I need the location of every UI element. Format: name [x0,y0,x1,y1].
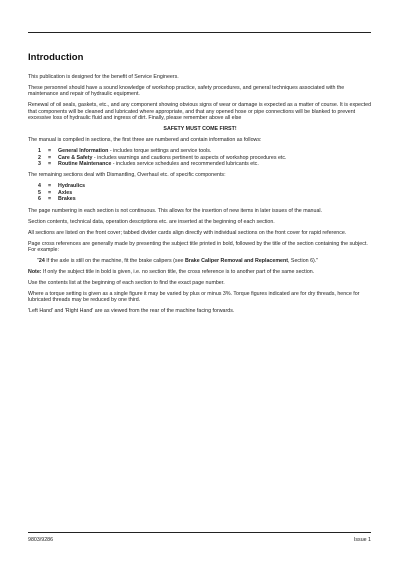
section-number: 2 [38,154,41,161]
section-number: 3 [38,161,41,168]
example-step-number: 24 [38,258,45,265]
top-rule [28,32,371,33]
safety-notice: SAFETY MUST COME FIRST! [163,126,237,133]
equals-sign: = [48,148,52,155]
section-number: 1 [38,148,41,155]
intro-paragraph-9: Page cross references are generally made by presenting the subject title printed in bold, followed by the title of the section containing the subject. For example: [28,240,368,254]
section-title: Brakes [58,196,76,203]
intro-paragraph-1: This publication is designed for the benefit of Service Engineers. [28,74,179,80]
example-bold-title: Brake Caliper Removal and Replacement [184,258,288,265]
page-title: Introduction [28,52,84,63]
section-number: 4 [38,183,41,190]
section-description: - includes torque settings and service tools. [108,148,212,155]
bottom-rule [28,532,371,533]
equals-sign: = [48,196,52,203]
intro-paragraph-4: The manual is compiled in sections, the first three are numbered and contain information as follows: [28,137,262,144]
section-list-first [38,148,372,167]
body-text [28,74,372,319]
note-text: If only the subject title in bold is given, i.e. no section title, the cross reference is to another part of the same section. [41,269,315,276]
equals-sign: = [48,189,52,196]
note-paragraph [28,269,372,275]
intro-paragraph-12: 'Left Hand' and 'Right Hand' are as viewed from the rear of the machine facing forwards. [28,308,235,315]
intro-paragraph-10: Use the contents list at the beginning of each section to find the exact page number. [28,280,225,287]
equals-sign: = [48,183,52,190]
intro-paragraph-7: Section contents, technical data, operation descriptions etc. are inserted at the beginning of each section. [28,218,275,225]
intro-paragraph-11: Where a torque setting is given as a single figure it may be varied by plus or minus 3%. Torque figures indicated are for dry threads, hence for lubricated threads may be reduced by one third. [28,291,360,304]
document-number: 9803/9286 [28,537,54,543]
example-tail: , Section 6)." [287,258,319,265]
section-title: Axles [58,189,73,196]
list-item [38,196,372,202]
section-title: General Information [58,148,109,155]
cross-reference-example [28,258,372,264]
section-number: 5 [38,189,41,196]
equals-sign: = [48,154,52,161]
intro-paragraph-6: The page numbering in each section is not continuous. This allows for the insertion of new items in later issues of the manual. [28,207,323,214]
intro-paragraph-2: These personnel should have a sound knowledge of workshop practice, safety procedures, and general techniques associated with the maintenance and repair of hydraulic equipment. [28,85,345,98]
section-title: Routine Maintenance [58,161,112,168]
section-description: - includes service schedules and recommended lubricants etc. [111,161,259,168]
intro-paragraph-3: Renewal of oil seals, gaskets, etc., and any component showing obvious signs of wear or damage is expected as a matter of course. It is expected that components will be cleaned and lubricated where appropriate, and that any opened hose or pipe connections will be blanked to prevent excessive loss of hydraulic fluid and ingress of dirt. Finally, please remember above all else [28,102,372,122]
example-text: If the axle is still on the machine, fit the brake calipers (see [44,258,185,265]
section-list-rest [38,183,372,202]
intro-paragraph-5: The remaining sections deal with Dismantling, Overhaul etc. of specific components: [28,172,226,179]
section-description: - includes warnings and cautions pertinent to aspects of workshop procedures etc. [92,154,287,161]
note-label: Note: [28,269,42,276]
section-title: Care & Safety [58,154,93,161]
issue-label: Issue 1 [353,537,371,543]
intro-paragraph-8: All sections are listed on the front cover; tabbed divider cards align directly with individual sections on the front cover for rapid reference. [28,229,347,236]
example-open-quote: " [37,258,39,265]
section-number: 6 [38,196,41,203]
equals-sign: = [48,161,52,168]
list-item [38,161,372,167]
section-title: Hydraulics [58,183,86,190]
